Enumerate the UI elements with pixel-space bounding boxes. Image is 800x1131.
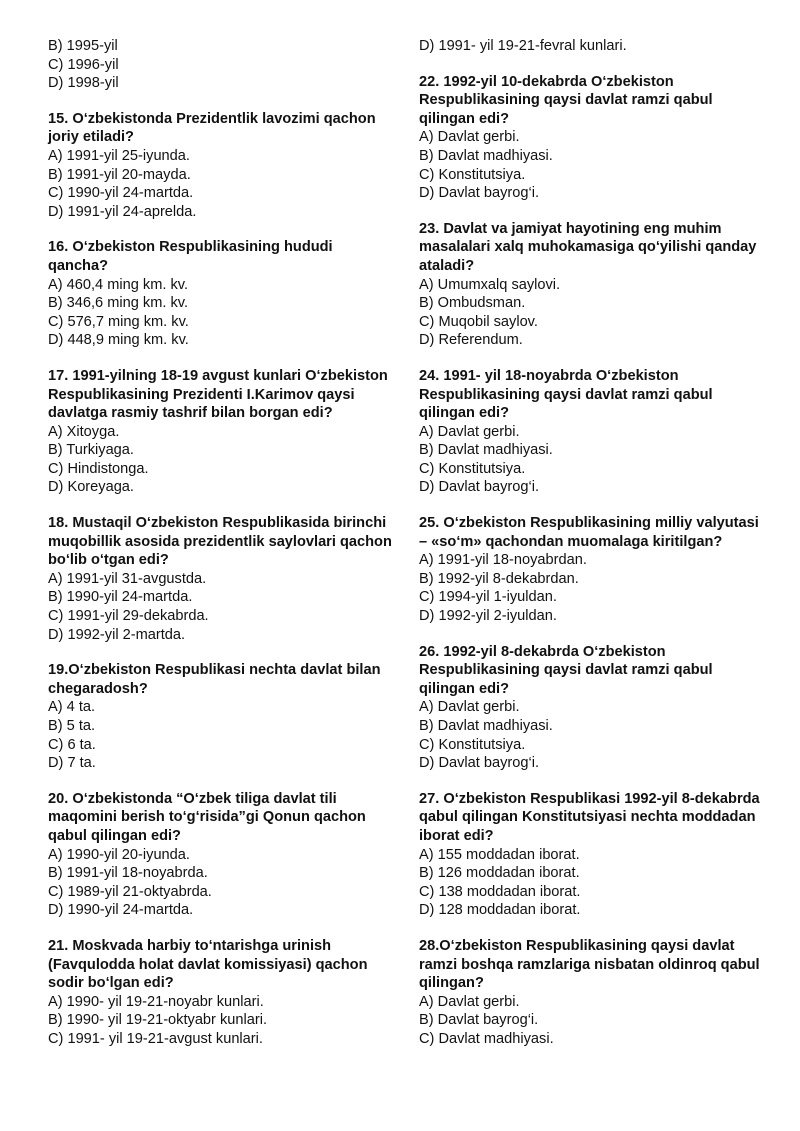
answer-option: C) 1990-yil 24-martda.	[48, 185, 194, 202]
answer-option: B) 1992-yil 8-dekabrdan.	[419, 570, 579, 587]
question-title: 15. O‘zbekistonda Prezidentlik lavozimi qachon joriy etiladi?	[48, 110, 376, 146]
answer-option: D) 448,9 ming km. kv.	[48, 332, 189, 349]
answer-option: A) Davlat gerbi.	[419, 993, 520, 1010]
answer-option: A) 460,4 ming km. kv.	[48, 276, 189, 293]
question-block	[419, 73, 764, 203]
answer-option: B) 1995-yil	[48, 38, 118, 54]
answer-option: D) 1991- yil 19-21-fevral kunlari.	[419, 38, 627, 54]
answer-option: C) Konstitutsiya.	[419, 166, 526, 183]
question-title: 22. 1992-yil 10-dekabrda O‘zbekiston Respublikasining qaysi davlat ramzi qabul qilingan edi?	[419, 73, 713, 127]
question-title: 24. 1991- yil 18-noyabrda O‘zbekiston Respublikasining qaysi davlat ramzi qabul qilingan edi?	[419, 367, 713, 422]
answer-option: C) Hindistonga.	[48, 460, 149, 477]
question-block	[48, 110, 393, 222]
question-block	[48, 367, 393, 497]
question-title: 27. O‘zbekiston Respublikasi 1992-yil 8-dekabrda qabul qilingan Konstitutsiyasi nechta moddadan iborat edi?	[419, 790, 760, 844]
question-block	[419, 514, 764, 626]
answer-option: A) Davlat gerbi.	[419, 129, 520, 146]
answer-option: C) Konstitutsiya.	[419, 460, 526, 477]
question-block	[419, 37, 764, 56]
left-column	[48, 37, 393, 1066]
answer-option: C) Davlat madhiyasi.	[419, 1030, 554, 1047]
answer-option: D) 1990-yil 24-martda.	[48, 902, 194, 919]
answer-option: C) 138 moddadan iborat.	[419, 883, 581, 900]
question-title: 17. 1991-yilning 18-19 avgust kunlari O‘zbekiston Respublikasining Prezidenti I.Karimov qaysi davlatga rasmiy tashrif bilan borgan edi?	[48, 367, 388, 422]
answer-option: A) 4 ta.	[48, 699, 96, 716]
answer-option: B) 1990-yil 24-martda.	[48, 589, 193, 606]
answer-option: A) 1990- yil 19-21-noyabr kunlari.	[48, 993, 264, 1010]
question-block	[419, 367, 764, 497]
question-title: 16. O‘zbekiston Respublikasining hududi qancha?	[48, 239, 333, 274]
answer-option: A) 1991-yil 18-noyabrdan.	[419, 552, 587, 569]
answer-option: B) 346,6 ming km. kv.	[48, 295, 189, 312]
answer-option: B) 1990- yil 19-21-oktyabr kunlari.	[48, 1012, 268, 1029]
answer-option: D) 7 ta.	[48, 755, 96, 772]
answer-option: A) Davlat gerbi.	[419, 423, 520, 440]
question-title: 26. 1992-yil 8-dekabrda O‘zbekiston Respublikasining qaysi davlat ramzi qabul qilingan edi?	[419, 643, 713, 697]
answer-option: C) Konstitutsiya.	[419, 736, 526, 753]
answer-option: A) Davlat gerbi.	[419, 699, 520, 716]
question-title: 19.O‘zbekiston Respublikasi nechta davlat bilan chegaradosh?	[48, 662, 381, 697]
answer-option: D) 1991-yil 24-aprelda.	[48, 203, 197, 220]
answer-option: B) Ombudsman.	[419, 295, 526, 312]
answer-option: A) Umumxalq saylovi.	[419, 276, 561, 293]
question-title: 18. Mustaqil O‘zbekiston Respublikasida birinchi muqobillik asosida prezidentlik saylovlari qachon bo‘lib o‘tgan edi?	[48, 515, 392, 569]
answer-option: D) Davlat bayrog‘i.	[419, 755, 540, 772]
question-block	[419, 220, 764, 350]
question-block	[48, 37, 393, 93]
answer-option: B) 5 ta.	[48, 718, 96, 734]
answer-option: A) Xitoyga.	[48, 423, 120, 440]
question-block	[48, 661, 393, 773]
answer-option: B) Turkiyaga.	[48, 442, 134, 459]
answer-option: D) Davlat bayrog‘i.	[419, 479, 540, 496]
answer-option: D) 1998-yil	[48, 75, 119, 92]
answer-option: C) Muqobil saylov.	[419, 313, 538, 330]
answer-option: B) 1991-yil 18-noyabrda.	[48, 865, 208, 882]
question-title: 20. O‘zbekistonda “O‘zbek tiliga davlat tili maqomini berish to‘g‘risida”gi Qonun qachon qabul qilingan edi?	[48, 790, 366, 844]
answer-option: C) 1994-yil 1-iyuldan.	[419, 589, 557, 606]
question-block	[48, 937, 393, 1049]
question-block	[48, 790, 393, 920]
question-title: 23. Davlat va jamiyat hayotining eng muhim masalalari xalq muhokamasiga qo‘yilishi qanday ataladi?	[419, 220, 757, 274]
answer-option: D) 1992-yil 2-iyuldan.	[419, 608, 557, 625]
answer-option: B) Davlat madhiyasi.	[419, 442, 553, 459]
answer-option: D) Koreyaga.	[48, 479, 134, 496]
question-title: 28.O‘zbekiston Respublikasining qaysi davlat ramzi boshqa ramzlariga nisbatan oldinroq qabul qilingan?	[419, 937, 760, 992]
answer-option: D) 128 moddadan iborat.	[419, 902, 581, 919]
answer-option: C) 1991- yil 19-21-avgust kunlari.	[48, 1030, 263, 1047]
answer-option: A) 155 moddadan iborat.	[419, 846, 580, 863]
question-block	[419, 937, 764, 1049]
answer-option: A) 1991-yil 31-avgustda.	[48, 570, 207, 587]
answer-option: D) 1992-yil 2-martda.	[48, 626, 186, 643]
answer-option: B) Davlat madhiyasi.	[419, 147, 553, 164]
answer-option: A) 1990-yil 20-iyunda.	[48, 846, 190, 863]
answer-option: B) 1991-yil 20-mayda.	[48, 166, 191, 183]
answer-option: A) 1991-yil 25-iyunda.	[48, 147, 190, 164]
answer-option: C) 1996-yil	[48, 56, 119, 73]
answer-option: C) 6 ta.	[48, 736, 96, 753]
question-block	[48, 238, 393, 350]
answer-option: D) Referendum.	[419, 332, 523, 349]
answer-option: D) Davlat bayrog‘i.	[419, 185, 540, 202]
answer-option: B) Davlat bayrog‘i.	[419, 1012, 539, 1029]
question-block	[419, 643, 764, 773]
answer-option: B) 126 moddadan iborat.	[419, 865, 580, 882]
question-title: 21. Moskvada harbiy to‘ntarishga urinish (Favqulodda holat davlat komissiyasi) qachon sodir bo‘lgan edi?	[48, 937, 368, 992]
right-column	[419, 37, 764, 1066]
answer-option: C) 1989-yil 21-oktyabrda.	[48, 883, 212, 900]
question-title: 25. O‘zbekiston Respublikasining milliy valyutasi – «so‘m» qachondan muomalaga kiritilgan?	[419, 515, 759, 550]
question-block	[48, 514, 393, 644]
question-block	[419, 790, 764, 920]
answer-option: C) 1991-yil 29-dekabrda.	[48, 608, 209, 625]
answer-option: C) 576,7 ming km. kv.	[48, 313, 189, 330]
answer-option: B) Davlat madhiyasi.	[419, 718, 553, 734]
